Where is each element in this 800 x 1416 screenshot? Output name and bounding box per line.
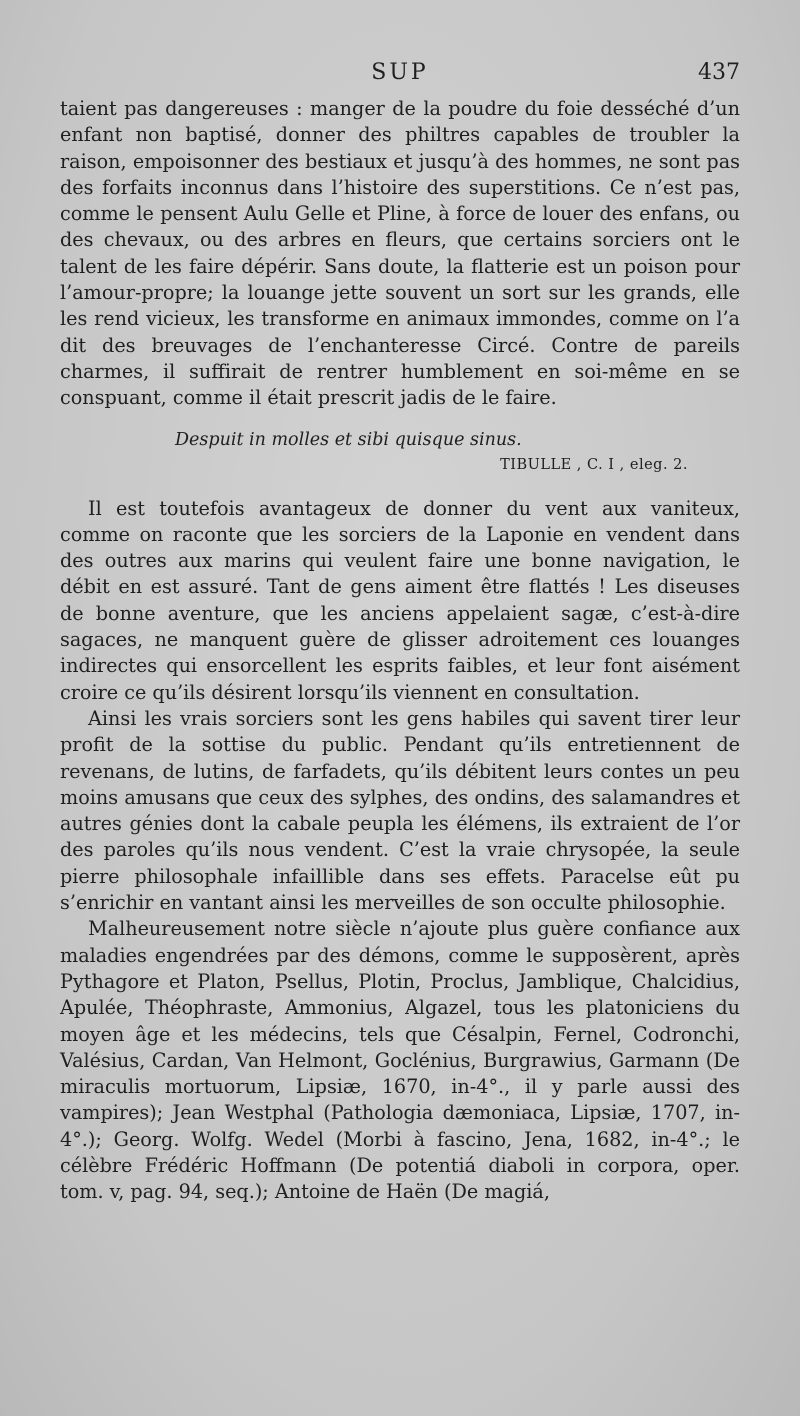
paragraph: Ainsi les vrais sorciers sont les gens habiles qui savent tirer leur profit de la sottise du public. Pendant qu’ils entretiennent de revenans, de lutins, de farfadets, qu’ils débitent leurs contes un peu moins amusans que ceux des sylphes, des ondins, des salamandres et autres génies dont la cabale peupla les élémens, ils extraient de l’or des paroles qu’ils nous vendent. C’est la vraie chrysopée, la seule pierre philosophale infaillible dans ses effets. Paracelse eût pu s’enrichir en vantant ainsi les merveilles de son occulte philosophie. [60, 706, 740, 915]
body-text [60, 96, 740, 1206]
page-header [60, 58, 740, 92]
paragraph: Malheureusement notre siècle n’ajoute plus guère confiance aux maladies engendrées par des démons, comme le supposèrent, après Pythagore et Platon, Psellus, Plotin, Proclus, Jamblique, Chalcidius, Apulée, Théophraste, Ammonius, Algazel, tous les platoniciens du moyen âge et les médecins, tels que Césalpin, Fernel, Codronchi, Valésius, Cardan, Van Helmont, Goclénius, Burgrawius, Garmann (De miraculis mortuorum, Lipsiæ, 1670, in-4°., il y parle aussi des vampires); Jean Westphal (Pathologia dæmoniaca, Lipsiæ, 1707, in-4°.); Georg. Wolfg. Wedel (Morbi à fascino, Jena, 1682, in-4°.; le célèbre Frédéric Hoffmann (De potentiá diaboli in corpora, oper. tom. v, pag. 94, seq.); Antoine de Haën (De magiá, [60, 917, 740, 1204]
latin-quote: Despuit in molles et sibi quisque sinus. [175, 429, 522, 450]
page-number: 437 [698, 60, 740, 85]
paragraph: Il est toutefois avantageux de donner du vent aux vaniteux, comme on raconte que les sorciers de la Laponie en vendent dans des outres aux marins qui veulent faire une bonne navigation, le débit en est assuré. Tant de gens aiment être flattés ! Les diseuses de bonne aventure, que les anciens appelaient sagæ, c’est-à-dire sagaces, ne manquent guère de glisser adroitement ces louanges indirectes qui ensorcellent les esprits faibles, et leur font aisément croire ce qu’ils désirent lorsqu’ils viennent en consultation. [60, 496, 740, 704]
paragraph: taient pas dangereuses : manger de la poudre du foie desséché d’un enfant non baptisé, donner des philtres capables de troubler la raison, empoisonner des bestiaux et jusqu’à des hommes, ne sont pas des forfaits inconnus dans l’histoire des superstitions. Ce n’est pas, comme le pensent Aulu Gelle et Pline, à force de louer des enfans, ou des chevaux, ou des arbres en fleurs, que certains sorciers ont le talent de les faire dépérir. Sans doute, la flatterie est un poison pour l’amour-propre; la louange jette souvent un sort sur les grands, elle les rend vicieux, les transforme en animaux immondes, comme on l’a dit des breuvages de l’enchanteresse Circé. Contre de pareils charmes, il suffirait de rentrer humblement en soi-même en se conspuant, comme il était prescrit jadis de le faire. [60, 97, 740, 410]
running-head: SUP [371, 60, 429, 85]
quote-attribution: TIBULLE , C. I , eleg. 2. [500, 456, 688, 473]
